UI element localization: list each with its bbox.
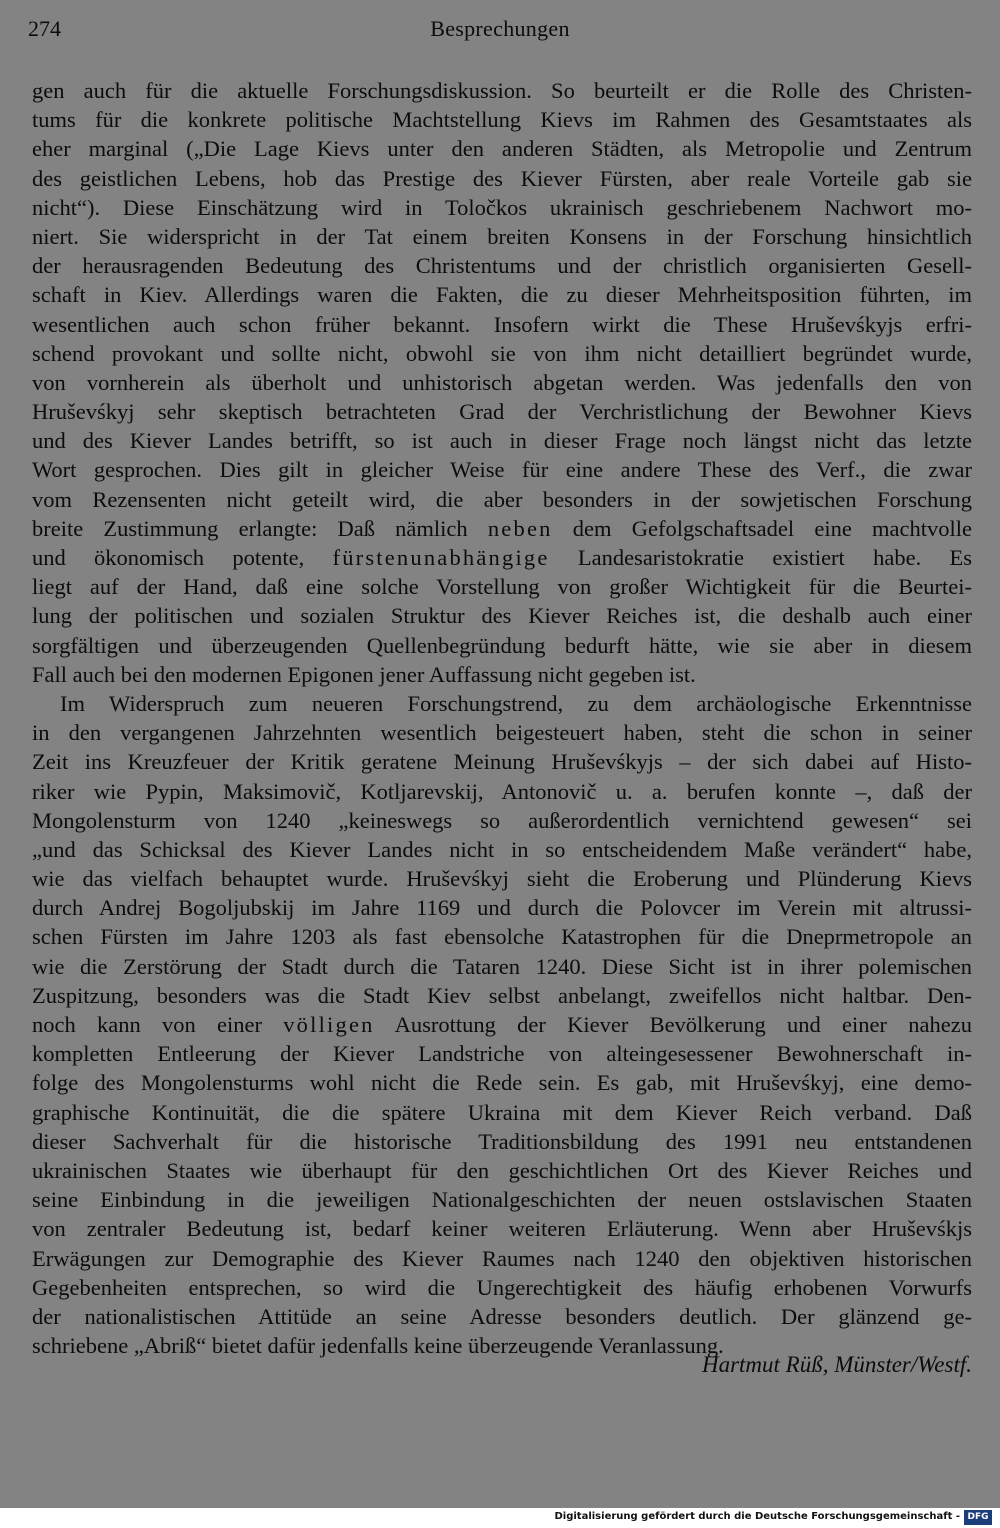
paragraph-1 xyxy=(32,76,972,689)
text-line: tums für die konkrete politische Machtstellung Kievs im Rahmen des Gesamtstaates als xyxy=(32,107,972,133)
text-line: von zentraler Bedeutung ist, bedarf keiner weiteren Erläuterung. Wenn aber Hruševśkjs xyxy=(32,1216,972,1242)
text-line xyxy=(32,514,972,543)
text-line: schaft in Kiev. Allerdings waren die Fakten, die zu dieser Mehrheitsposition führten, im xyxy=(32,282,972,308)
text-line: liegt auf der Hand, daß eine solche Vorstellung von großer Wichtigkeit für die Beurtei- xyxy=(32,574,972,600)
text-segment: breite Zustimmung erlangte: Daß nämlich xyxy=(32,515,488,541)
spaced-emphasis: fürstenunabhängige xyxy=(332,545,550,570)
text-line: Hruševśkyj sehr skeptisch betrachteten Grad der Verchristlichung der Bewohner Kievs xyxy=(32,399,972,425)
text-line: dieser Sachverhalt für die historische Traditionsbildung des 1991 neu entstandenen xyxy=(32,1128,972,1154)
text-line: lung der politischen und sozialen Struktur des Kiever Reiches ist, die deshalb auch einer xyxy=(32,603,972,629)
text-line: wie die Zerstörung der Stadt durch die Tataren 1240. Diese Sicht ist in ihrer polemischen xyxy=(32,953,972,979)
text-line: „und das Schicksal des Kiever Landes nicht in so entscheidendem Maße verändert“ habe, xyxy=(32,836,972,862)
text-line: Mongolensturm von 1240 „keineswegs so außerordentlich vernichtend gewesen“ sei xyxy=(32,807,972,833)
text-segment: noch kann von einer xyxy=(32,1012,284,1037)
spaced-emphasis: neben xyxy=(487,515,553,541)
text-line xyxy=(32,543,972,572)
paragraph-2 xyxy=(32,689,972,1360)
text-line xyxy=(32,1010,972,1039)
text-line: in den vergangenen Jahrzehnten wesentlich beigesteuert haben, steht die schon in seiner xyxy=(32,720,972,746)
text-segment: Ausrottung der Kiever Bevölkerung und einer nahezu xyxy=(374,1012,972,1037)
text-line: Gegebenheiten entsprechen, so wird die Ungerechtigkeit des häufig erhobenen Vorwurfs xyxy=(32,1274,972,1300)
text-line: kompletten Entleerung der Kiever Landstriche von alteingesessener Bewohnerschaft in- xyxy=(32,1041,972,1067)
text-line: nicht“). Diese Einschätzung wird in Toločkos ukrainisch geschriebenem Nachwort mo- xyxy=(32,194,972,220)
text-line: der nationalistischen Attitüde an seine Adresse besonders deutlich. Der glänzend ge- xyxy=(32,1303,972,1329)
dfg-logo-icon[interactable]: DFG xyxy=(964,1510,992,1525)
page-header xyxy=(0,16,1000,50)
text-line: der herausragenden Bedeutung des Christentums und der christlich organisierten Gesell- xyxy=(32,253,972,279)
text-line: Fall auch bei den modernen Epigonen jener Auffassung nicht gegeben ist. xyxy=(32,661,696,687)
text-line: Erwägungen zur Demographie des Kiever Raumes nach 1240 den objektiven historischen xyxy=(32,1245,972,1271)
text-line: riker wie Pypin, Maksimovič, Kotljarevskij, Antonovič u. a. berufen konnte –, daß der xyxy=(32,778,972,804)
text-line: von vornherein als überholt und unhistorisch abgetan werden. Was jedenfalls den von xyxy=(32,369,972,395)
review-body xyxy=(32,76,972,1360)
page-number: 274 xyxy=(28,16,61,41)
running-head: Besprechungen xyxy=(430,16,570,41)
text-line: niert. Sie widerspricht in der Tat einem breiten Konsens in der Forschung hinsichtlich xyxy=(32,223,972,249)
text-line: schriebene „Abriß“ bietet dafür jedenfalls keine überzeugende Veranlassung. xyxy=(32,1333,724,1359)
text-line: Zuspitzung, besonders was die Stadt Kiev selbst anbelangt, zweifellos nicht haltbar. Den- xyxy=(32,982,972,1008)
reviewer-signature: Hartmut Rüß, Münster/Westf. xyxy=(701,1352,972,1377)
funding-notice: Digitalisierung gefördert durch die Deutsche Forschungsgemeinschaft - xyxy=(554,1511,960,1522)
text-line: und des Kiever Landes betrifft, so ist auch in dieser Frage noch längst nicht das letzte xyxy=(32,428,972,454)
text-line: gen auch für die aktuelle Forschungsdiskussion. So beurteilt er die Rolle des Christen- xyxy=(32,78,972,103)
text-line: Im Widerspruch zum neueren Forschungstrend, zu dem archäologische Erkenntnisse xyxy=(60,690,972,716)
text-line: folge des Mongolensturms wohl nicht die Rede sein. Es gab, mit Hruševśkyj, eine demo- xyxy=(32,1070,972,1096)
text-segment: Landesaristokratie existiert habe. Es xyxy=(549,545,972,570)
text-line: Wort gesprochen. Dies gilt in gleicher Weise für eine andere These des Verf., die zwar xyxy=(32,457,972,483)
text-line: Zeit ins Kreuzfeuer der Kritik geratene Meinung Hruševśkyjs – der sich dabei auf Histo- xyxy=(32,749,972,775)
text-line: eher marginal („Die Lage Kievs unter den anderen Städten, als Metropolie und Zentrum xyxy=(32,136,972,162)
text-line: schen Fürsten im Jahre 1203 als fast ebensolche Katastrophen für die Dneprmetropole an xyxy=(32,924,972,950)
text-line: wie das vielfach behauptet wurde. Hruševśkyj sieht die Eroberung und Plünderung Kievs xyxy=(32,866,972,892)
text-line: des geistlichen Lebens, hob das Prestige des Kiever Fürsten, aber reale Vorteile gab sie xyxy=(32,165,972,191)
text-segment: und ökonomisch potente, xyxy=(32,545,333,570)
text-line: seine Einbindung in die jeweiligen Nationalgeschichten der neuen ostslavischen Staaten xyxy=(32,1187,972,1213)
text-line: durch Andrej Bogoljubskij im Jahre 1169 und durch die Polovcer im Verein mit altrussi- xyxy=(32,895,972,921)
footer-bar xyxy=(0,1508,1000,1528)
text-segment: dem Gefolgschaftsadel eine machtvolle xyxy=(552,515,972,541)
text-line: ukrainischen Staates wie überhaupt für den geschichtlichen Ort des Kiever Reiches und xyxy=(32,1157,972,1183)
text-line: sorgfältigen und überzeugenden Quellenbegründung bedurft hätte, wie sie aber in diesem xyxy=(32,632,972,658)
text-line: graphische Kontinuität, die die spätere Ukraina mit dem Kiever Reich verband. Daß xyxy=(32,1099,972,1125)
text-line: vom Rezensenten nicht geteilt wird, die aber besonders in der sowjetischen Forschung xyxy=(32,486,972,512)
text-line: schend provokant und sollte nicht, obwohl sie von ihm nicht detailliert begründet wurde, xyxy=(32,340,972,366)
text-line: wesentlichen auch schon früher bekannt. Insofern wirkt die These Hruševśkyjs erfri- xyxy=(32,311,972,337)
spaced-emphasis: völligen xyxy=(283,1012,375,1037)
